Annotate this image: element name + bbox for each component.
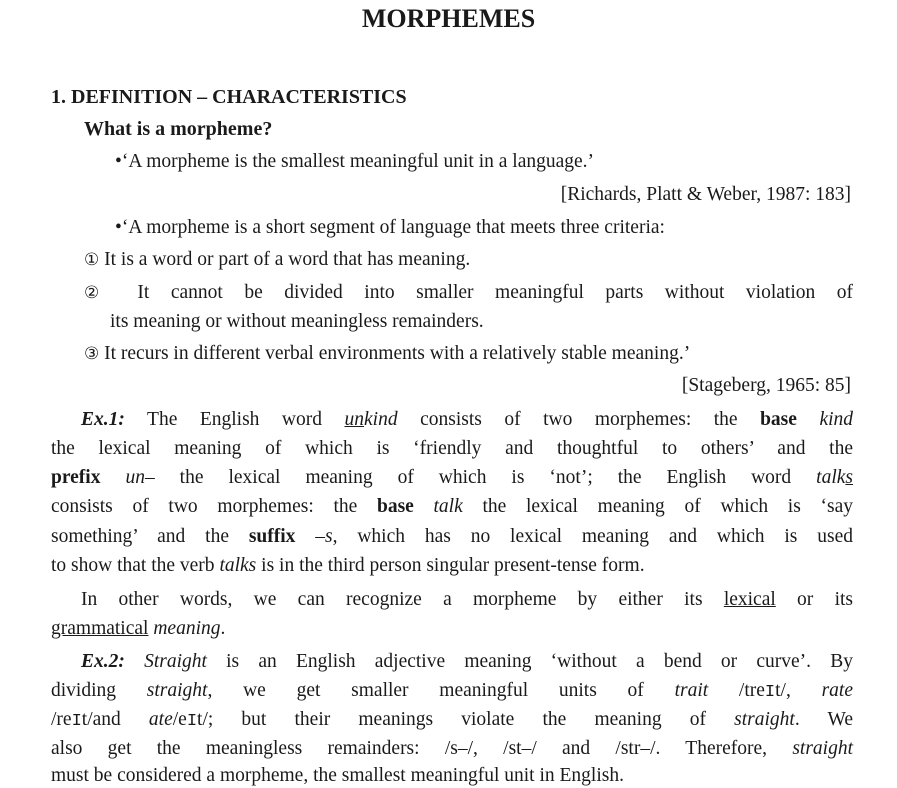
quote1-citation: [Richards, Platt & Weber, 1987: 183] [560, 184, 851, 205]
page-title: MORPHEMES [361, 4, 536, 33]
criterion-1 [84, 248, 470, 272]
other-words-line1: In other words, we can recognize a morpheme by either its lexical or its [81, 589, 853, 610]
criterion-3 [84, 342, 690, 366]
circled-three-icon: ③ [84, 344, 100, 364]
ex1-label: Ex.1: [81, 409, 125, 430]
quote1-line [115, 150, 594, 174]
criterion-2-line1 [84, 281, 853, 305]
criterion-2-text1: It cannot be divided into smaller meaningful parts without violation of [137, 282, 853, 303]
ex1-line5: something’ and the suffix –s, which has no lexical meaning and which is used [51, 526, 853, 547]
ex2-line1: Ex.2: Straight is an English adjective meaning ‘without a bend or curve’. By [81, 651, 854, 672]
ex2-line4: also get the meaningless remainders: /s–/, /st–/ and /str–/. Therefore, straight [51, 738, 853, 759]
ex2-line2: dividing straight, we get smaller meaningful units of trait /treIt/, rate [51, 680, 853, 702]
quote2-intro-line [115, 216, 665, 240]
subheading: What is a morpheme? [84, 118, 273, 140]
ex1-line2: the lexical meaning of which is ‘friendly and thoughtful to others’ and the [51, 438, 853, 459]
ex2-line5: must be considered a morpheme, the smallest meaningful unit in English. [51, 765, 624, 786]
bullet-icon: • [115, 217, 122, 238]
quote1-text: ‘A morpheme is the smallest meaningful unit in a language.’ [121, 151, 595, 172]
criterion-3-text: It recurs in different verbal environments with a relatively stable meaning.’ [104, 343, 691, 364]
section-heading: 1. DEFINITION – CHARACTERISTICS [51, 86, 407, 108]
ex1-line4: consists of two morphemes: the base talk the lexical meaning of which is ‘say [51, 496, 853, 517]
ex2-label: Ex.2: [81, 651, 125, 672]
ex2-line3: /reIt/and ate/eIt/; but their meanings violate the meaning of straight. We [51, 709, 853, 731]
circled-one-icon: ① [84, 250, 100, 270]
criterion-2-line2: its meaning or without meaningless remainders. [110, 311, 484, 332]
other-words-line2: grammatical meaning. [51, 618, 226, 639]
criterion-1-text: It is a word or part of a word that has meaning. [104, 249, 471, 270]
ex1-line3: prefix un– the lexical meaning of which is ‘not’; the English word talks [51, 467, 853, 488]
ex1-line6: to show that the verb talks is in the third person singular present-tense form. [51, 555, 645, 576]
circled-two-icon: ② [84, 283, 116, 303]
ex1-line1: Ex.1: The English word unkind consists of two morphemes: the base kind [81, 409, 854, 430]
quote2-intro: ‘A morpheme is a short segment of language that meets three criteria: [121, 217, 665, 238]
bullet-icon: • [115, 151, 122, 172]
quote2-citation: [Stageberg, 1965: 85] [681, 375, 851, 396]
